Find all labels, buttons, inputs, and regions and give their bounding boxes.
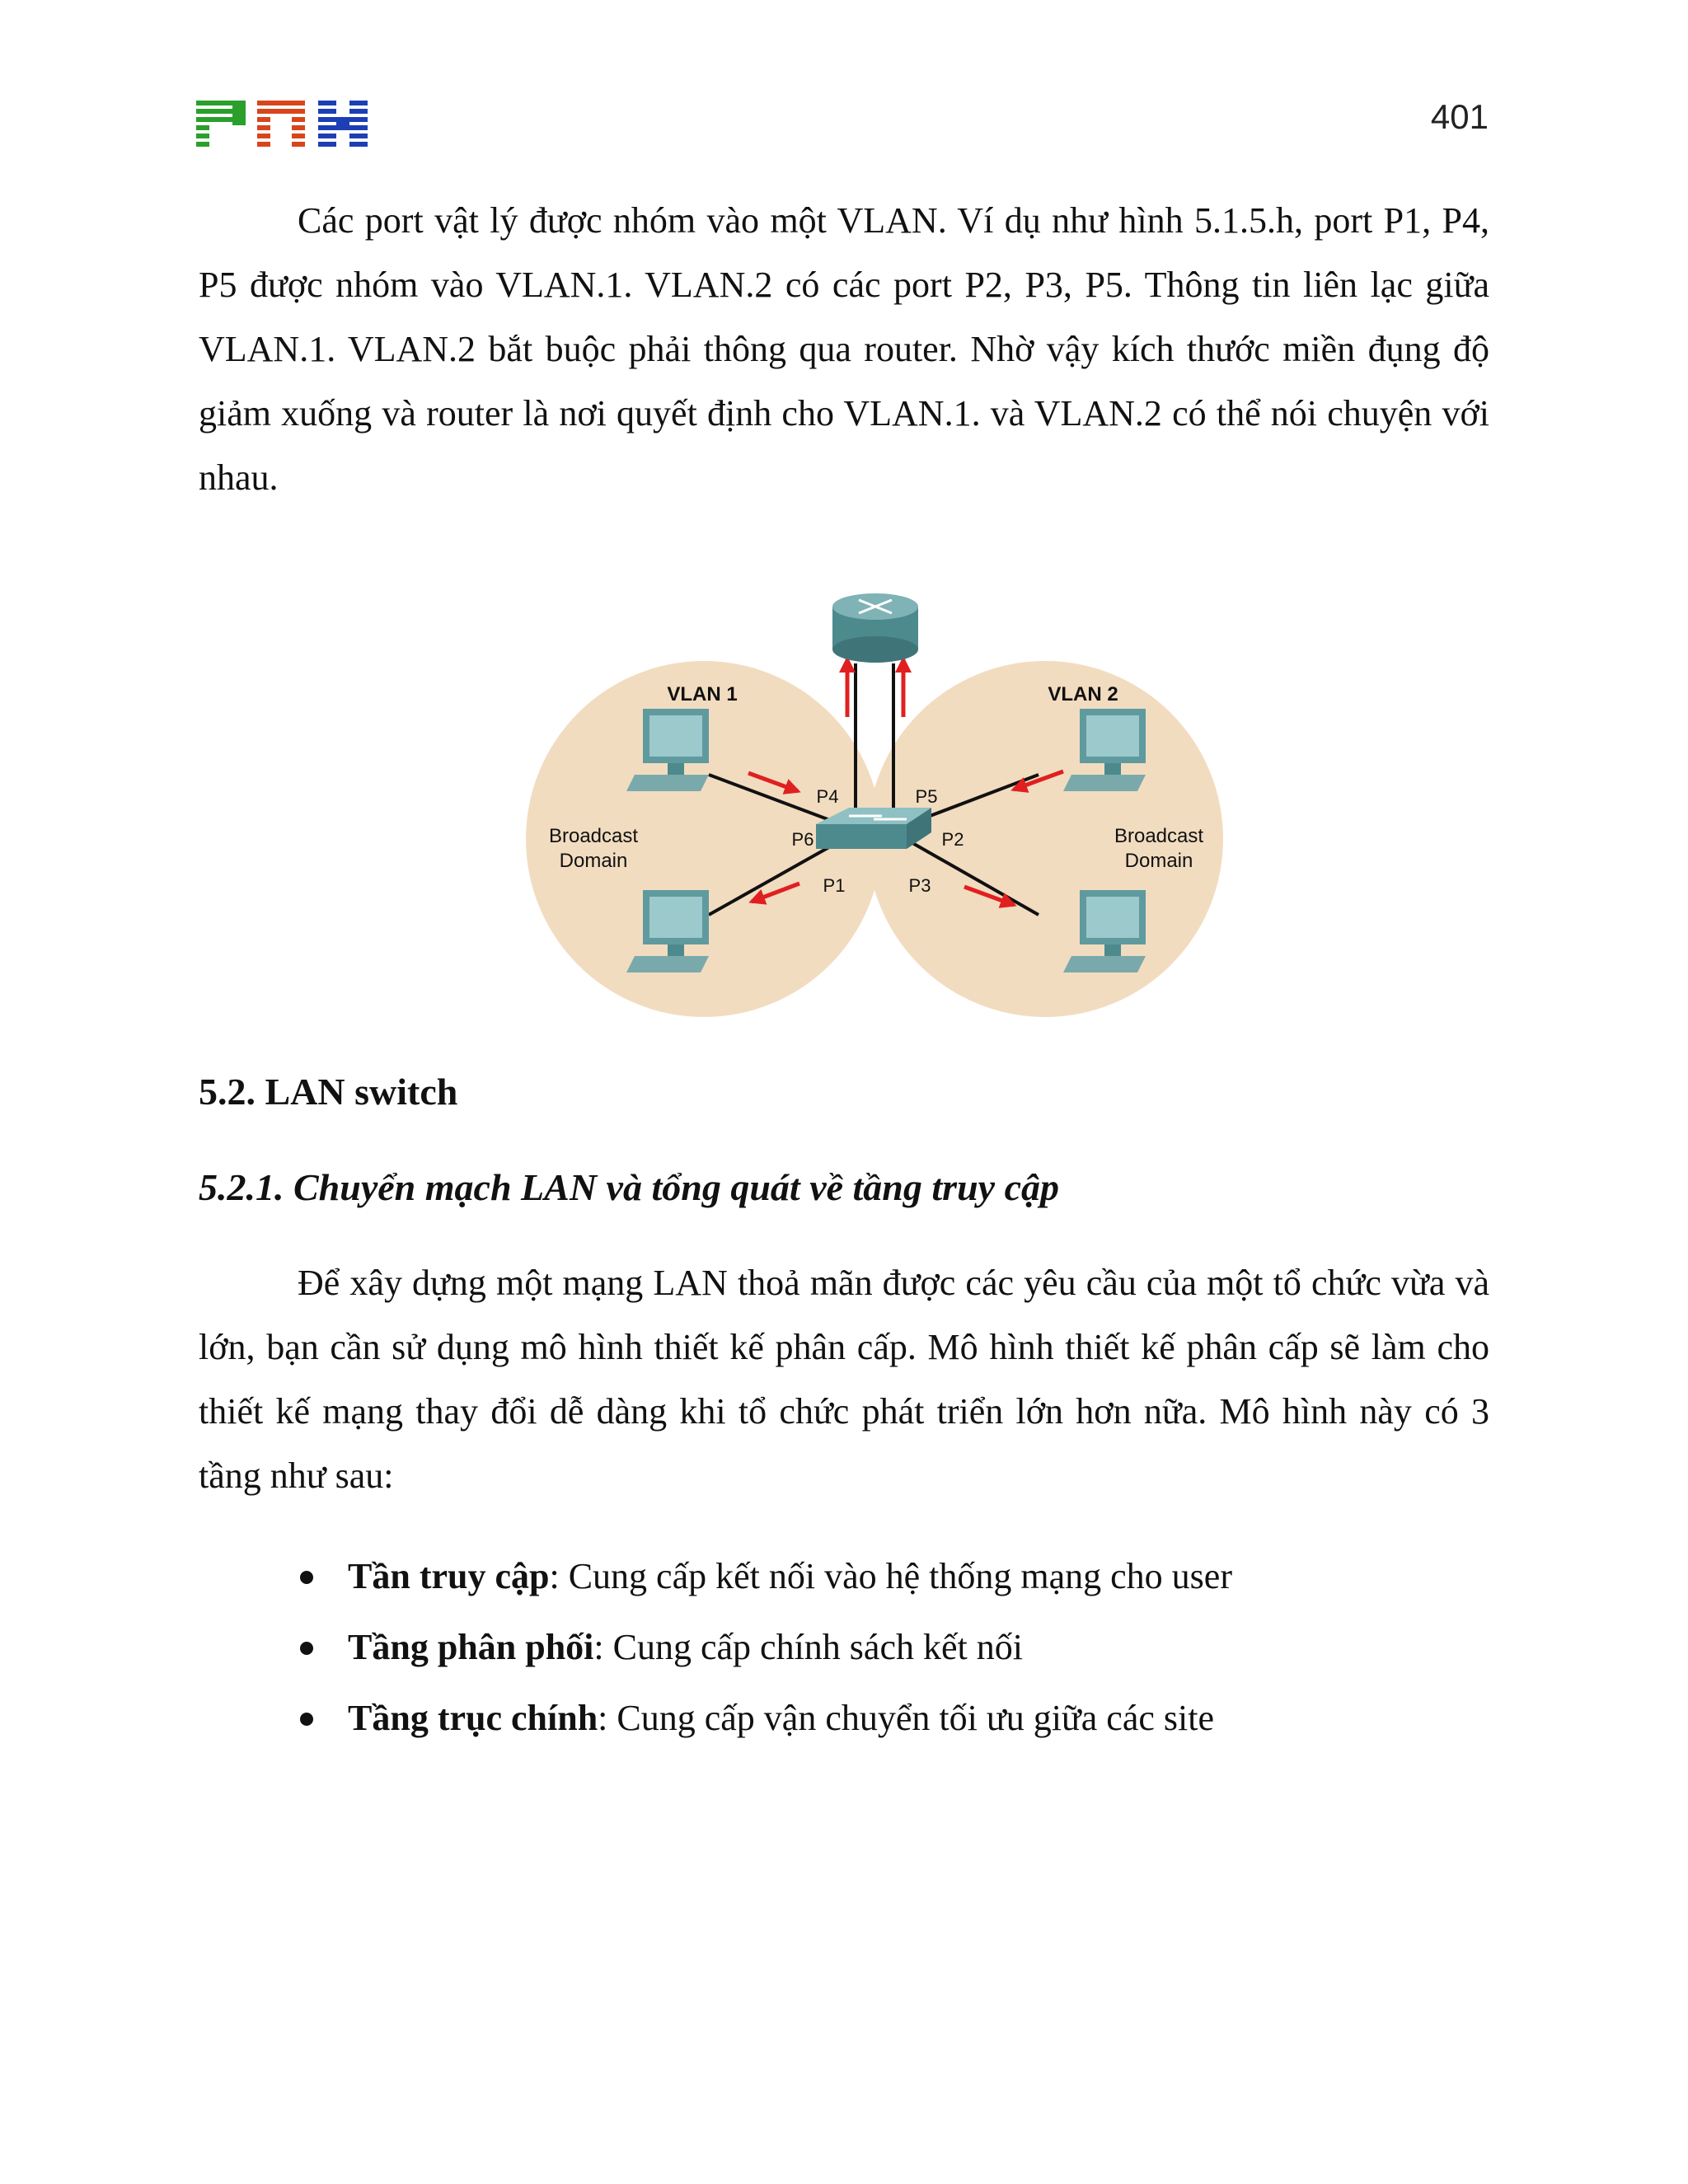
body-paragraph-2 — [199, 1251, 1489, 1508]
bullet-icon — [300, 1642, 313, 1655]
bullet-icon — [300, 1571, 313, 1584]
paragraph-text: Để xây dựng một mạng LAN thoả mãn được các yêu cầu của một tổ chức vừa và lớn, bạn cần sử dụng mô hình thiết kế phân cấp. Mô hình thiết kế phân cấp sẽ làm cho thiết kế mạng thay đổi dễ dàng khi tổ chức phát triển lớn hơn nữa. Mô hình này có 3 tầng như sau: — [199, 1263, 1489, 1496]
list-item-term: Tầng trục chính — [348, 1698, 598, 1738]
port-label-p4: P4 — [816, 786, 839, 807]
logo-letter-n — [257, 101, 305, 147]
port-label-p1: P1 — [823, 875, 846, 896]
bullet-icon — [300, 1713, 313, 1726]
port-label-p2: P2 — [941, 829, 964, 850]
list-item-desc: : Cung cấp vận chuyển tối ưu giữa các site — [598, 1698, 1214, 1738]
section-heading: 5.2. LAN switch — [199, 1071, 458, 1113]
port-label-p6: P6 — [791, 829, 814, 850]
port-label-p3: P3 — [908, 875, 931, 896]
list-item-desc: : Cung cấp kết nối vào hệ thống mạng cho user — [549, 1556, 1232, 1596]
pnh-logo — [196, 101, 368, 148]
port-label-p5: P5 — [915, 786, 938, 807]
broadcast-domain-right-line1: Broadcast — [1114, 825, 1204, 847]
router-icon — [832, 593, 918, 663]
list-item-term: Tần truy cập — [348, 1556, 550, 1596]
list-item — [297, 1541, 1232, 1612]
broadcast-domain-left-line2: Domain — [559, 850, 628, 872]
list-item — [297, 1683, 1232, 1754]
vlan-diagram — [519, 577, 1278, 1022]
broadcast-domain-left-line1: Broadcast — [548, 825, 639, 847]
vlan2-label: VLAN 2 — [1048, 683, 1118, 705]
layer-list — [297, 1541, 1232, 1754]
list-item-term: Tầng phân phối — [348, 1627, 594, 1667]
subsection-heading: 5.2.1. Chuyển mạch LAN và tổng quát về tầng truy cập — [199, 1166, 1059, 1208]
logo-letter-h — [318, 101, 368, 147]
list-item — [297, 1612, 1232, 1683]
paragraph-text: Các port vật lý được nhóm vào một VLAN. Ví dụ như hình 5.1.5.h, port P1, P4, P5 được nhóm vào VLAN.1. VLAN.2 có các port P2, P3, P5. Thông tin liên lạc giữa VLAN.1. VLAN.2 bắt buộc phải thông qua router. Nhờ vậy kích thước miền đụng độ giảm xuống và router là nơi quyết định cho VLAN.1. và VLAN.2 có thể nói chuyện với nhau. — [199, 200, 1489, 498]
logo-letter-p — [196, 101, 246, 147]
list-item-desc: : Cung cấp chính sách kết nối — [593, 1627, 1023, 1667]
page-number: 401 — [1430, 97, 1489, 136]
body-paragraph-1 — [199, 189, 1489, 510]
broadcast-domain-right-line2: Domain — [1124, 850, 1193, 872]
vlan1-label: VLAN 1 — [667, 683, 738, 705]
